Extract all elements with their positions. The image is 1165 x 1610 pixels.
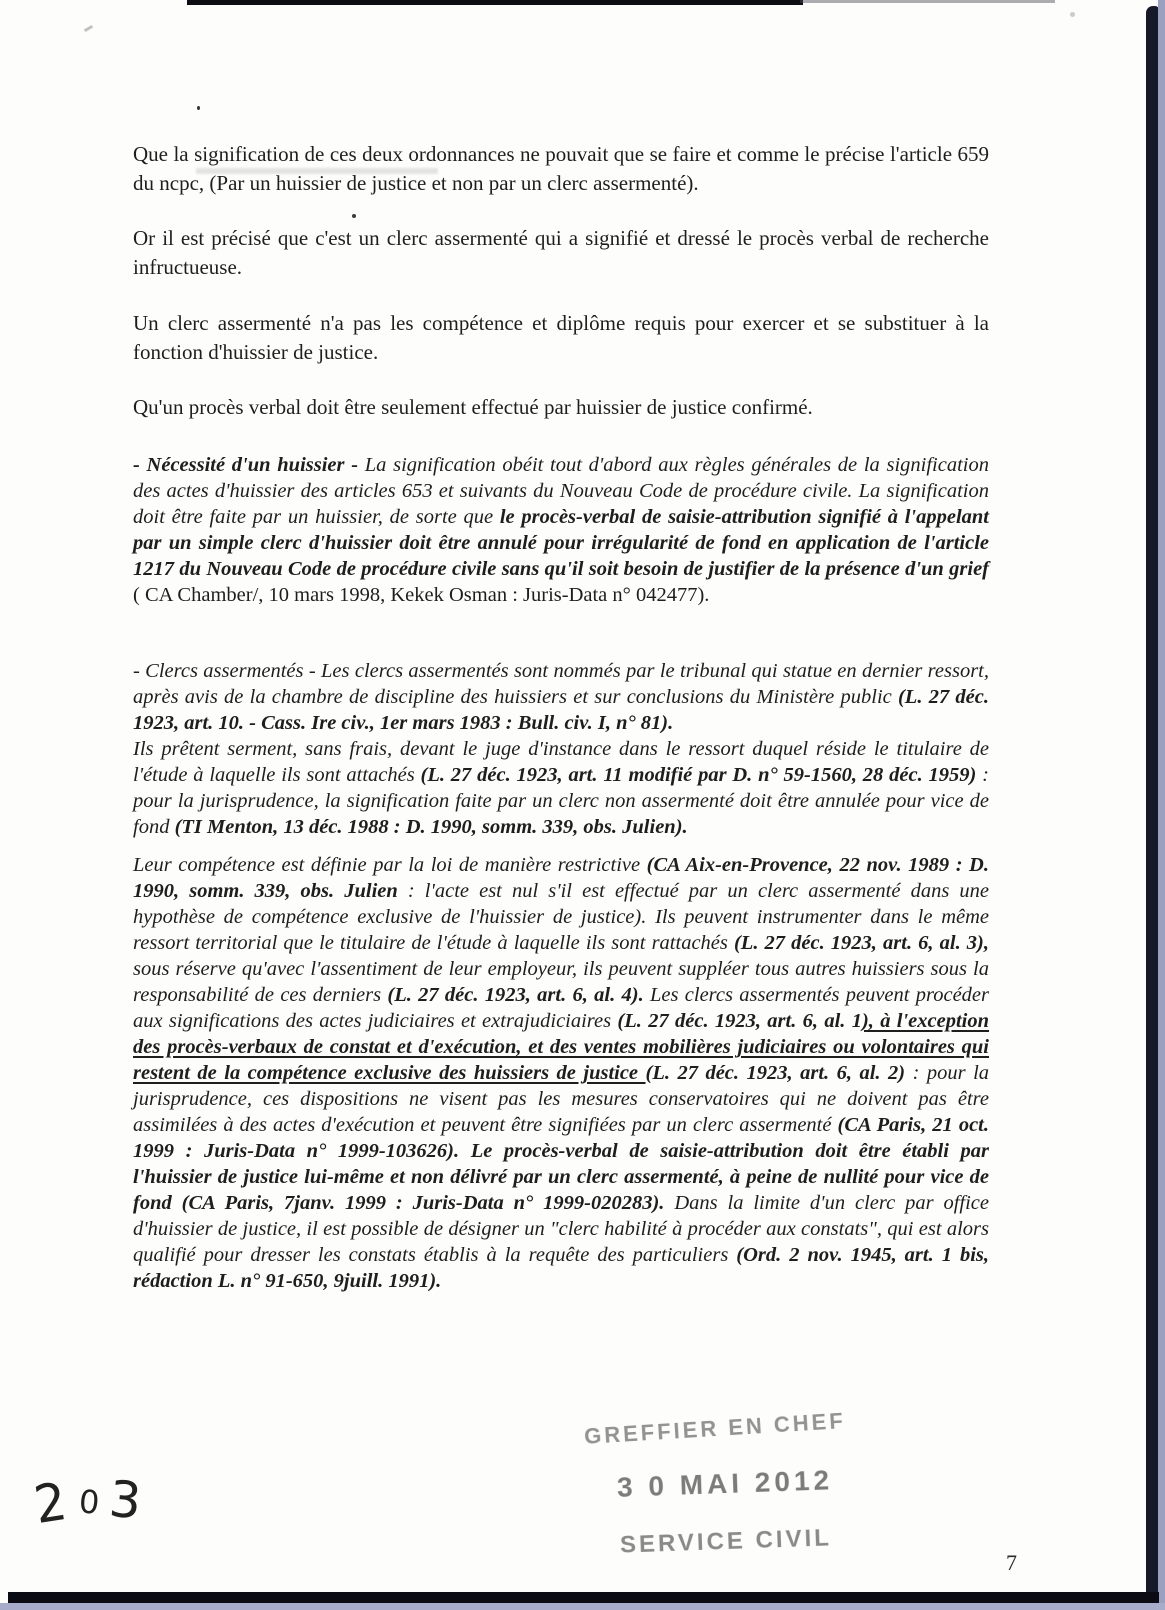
- text-segment: (TI Menton, 13 déc. 1988 : D. 1990, somm. 339, obs. Julien).: [174, 816, 688, 838]
- text-segment: Ils prêtent serment, sans frais, devant le juge d'instance dans le ressort duquel réside le titulaire de l'étude à laquelle ils sont attachés: [133, 738, 989, 786]
- text-segment: le procès-verbal de saisie-attribution signifié à l'appelant par un simple clerc d'huissier doit être annulé pour irrégularité de fond en application de l'article 1217 du Nouveau Code de procédure civile sans qu'il soit besoin de justifier de la présence d'un grief: [133, 506, 990, 580]
- text-segment: : pour la jurisprudence, la signification faite par un clerc non assermenté doit être annulée pour vice de fond: [133, 764, 989, 838]
- paragraph: [133, 140, 989, 198]
- document-body: [133, 140, 989, 1294]
- text-segment: Or il est précisé que c'est un clerc assermenté qui a signifié et dressé le procès verbal de recherche infructueuse.: [133, 226, 989, 279]
- text-segment: : l'acte est nul s'il est effectué par un clerc assermenté dans une hypothèse de compétence exclusive de l'huissier de justice). Ils peuvent instrumenter dans le même ressort territorial que le titulaire de l'étude à laquelle ils sont rattachés: [133, 880, 989, 954]
- text-segment: sous réserve qu'avec l'assentiment de leur employeur, ils peuvent suppléer tous autres huissiers sous la responsabilité de ces derniers: [133, 958, 989, 1006]
- text-segment: (CA Aix-en-Provence, 22 nov. 1989 : D. 1990, somm. 339, obs. Julien: [133, 854, 989, 902]
- text-segment: Un clerc assermenté n'a pas les compétence et diplôme requis pour exercer et se substituer à la fonction d'huissier de justice.: [133, 311, 989, 364]
- text-segment: Leur compétence est définie par la loi de manière restrictive: [133, 854, 647, 876]
- paragraph: [133, 452, 989, 608]
- text-segment: (L. 27 déc. 1923, art. 6, al. 3),: [733, 932, 989, 954]
- text-segment: Dans la limite d'un clerc par office d'huissier de justice, il est possible de désigner un "clerc habilité à procéder aux constats", qui est alors qualifié pour dresser les constats établis à la requête des particuliers: [133, 1192, 989, 1266]
- page-number: 7: [1006, 1550, 1017, 1575]
- text-segment: Qu'un procès verbal doit être seulement effectué par huissier de justice confirmé.: [133, 395, 813, 419]
- stamp-line-date: 3 0 MAI 2012: [616, 1464, 834, 1503]
- text-segment: La signification obéit tout d'abord aux règles générales de la signification des actes d'huissier des articles 653 et suivants du Nouveau Code de procédure civile. La signification doit être faite par un huissier, de sorte que: [133, 454, 989, 528]
- scan-edge-right-outer: [1158, 0, 1165, 1610]
- text-segment: (L. 27 déc. 1923, art. 11 modifié par D. n° 59-1560, 28 déc. 1959): [420, 764, 977, 786]
- scan-speck: [1070, 12, 1075, 17]
- text-segment: ( CA Chamber/, 10 mars 1998, Kekek Osman : Juris-Data n° 042477).: [133, 584, 710, 606]
- handwritten-digit: 3: [107, 1469, 145, 1531]
- stamp-line-service: SERVICE CIVIL: [619, 1524, 833, 1559]
- handwritten-digit: 0: [77, 1482, 102, 1522]
- paragraph: [133, 736, 989, 840]
- paragraph: [133, 224, 989, 282]
- text-segment: (CA Paris, 21 oct. 1999 : Juris-Data n° 1999-103626). Le procès-verbal de saisie-attribution doit être établi par l'huissier de justice lui-même et non délivré par un clerc assermenté, à peine de nullité pour vice de fond (CA Paris, 7janv. 1999 : Juris-Data n° 1999-020283).: [133, 1114, 989, 1214]
- handwritten-number: [30, 1469, 145, 1537]
- text-segment: Que la signification de ces deux ordonnances ne pouvait que se faire et comme le précise l'article 659 du ncpc, (Par un huissier de justice et non par un clerc assermenté).: [133, 142, 989, 195]
- paragraph: [133, 658, 989, 736]
- scan-edge-top-faint: [800, 0, 1055, 3]
- text-segment: (L. 27 déc. 1923, art. 6, al. 2): [645, 1062, 906, 1084]
- text-segment: (L. 27 déc. 1923, art. 6, al. 4).: [387, 984, 644, 1006]
- text-segment: (L. 27 déc. 1923, art. 6, al. 1: [617, 1010, 862, 1032]
- scan-edge-top: [187, 0, 803, 5]
- scan-speck: [197, 106, 200, 110]
- text-segment: - Nécessité d'un huissier -: [133, 454, 365, 476]
- text-segment: : pour la jurisprudence, ces dispositions ne visent pas les mesures conservatoires qui ne doivent pas être assimilées à des actes d'exécution et peuvent être signifiées par un clerc assermenté: [133, 1062, 990, 1136]
- text-segment: - Clercs assermentés - Les clercs assermentés sont nommés par le tribunal qui statue en dernier ressort, après avis de la chambre de discipline des huissiers et sur conclusions du Ministère public: [133, 660, 989, 708]
- handwritten-digit: 2: [30, 1471, 71, 1537]
- text-segment: (Ord. 2 nov. 1945, art. 1 bis, rédaction L. n° 91-650, 9juill. 1991).: [133, 1244, 989, 1292]
- paragraph: [133, 852, 989, 1294]
- text-segment: ), à l'exception des procès-verbaux de constat et d'exécution, et des ventes mobilières judiciaires ou volontaires qui restent de la compétence exclusive des huissiers de justice: [133, 1010, 990, 1084]
- paragraph: [133, 393, 989, 422]
- scan-edge-bottom-outer: [0, 1603, 1165, 1610]
- text-segment: Les clercs assermentés peuvent procéder aux significations des actes judiciaires et extrajudiciaires: [133, 984, 989, 1032]
- stamp-line-greffier: GREFFIER EN CHEF: [583, 1408, 847, 1449]
- text-segment: (L. 27 déc. 1923, art. 10. - Cass. Ire civ., 1er mars 1983 : Bull. civ. I, n° 81).: [133, 686, 989, 734]
- scan-speck: [84, 25, 93, 32]
- paragraph: [133, 309, 989, 367]
